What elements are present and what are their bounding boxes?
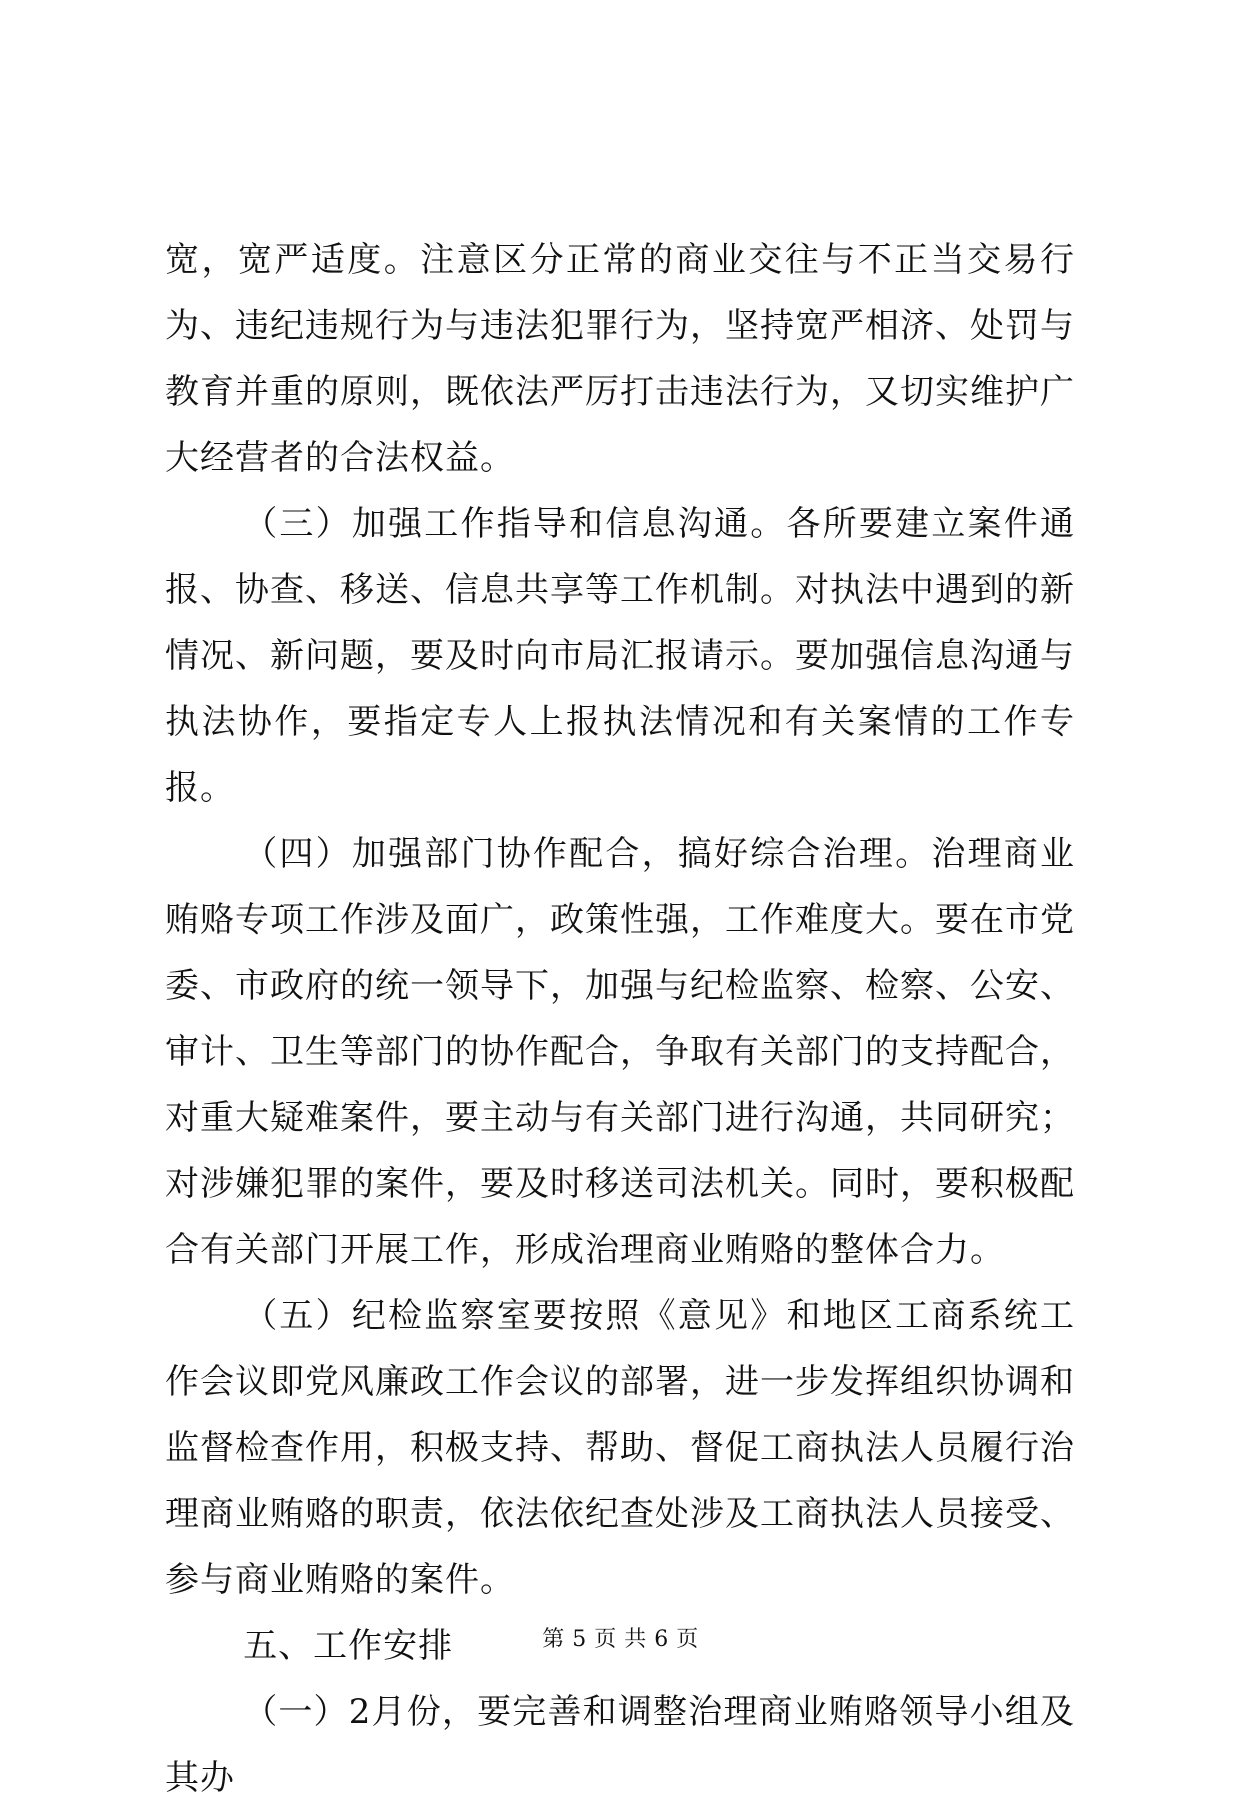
- paragraph-arrangement-1: （一）2月份，要完善和调整治理商业贿赂领导小组及其办: [165, 1692, 1075, 1798]
- paragraph-section-4: （四）加强部门协作配合，搞好综合治理。治理商业贿赂专项工作涉及面广，政策性强，工作难度大。要在市党委、市政府的统一领导下，加强与纪检监察、检察、公安、审计、卫生等部门的协作配合，争取有关部门的支持配合，对重大疑难案件，要主动与有关部门进行沟通，共同研究；对涉嫌犯罪的案件，要及时移送司法机关。同时，要积极配合有关部门开展工作，形成治理商业贿赂的整体合力。: [165, 834, 1075, 1270]
- page-number-footer: 第 5 页 共 6 页: [542, 1627, 699, 1652]
- paragraph-section-3: （三）加强工作指导和信息沟通。各所要建立案件通报、协查、移送、信息共享等工作机制。对执法中遇到的新情况、新问题，要及时向市局汇报请示。要加强信息沟通与执法协作，要指定专人上报执法情况和有关案情的工作专报。: [165, 504, 1075, 808]
- heading-work-arrangement: 五、工作安排: [243, 1626, 454, 1666]
- paragraph-continuation: 宽，宽严适度。注意区分正常的商业交往与不正当交易行为、违纪违规行为与违法犯罪行为，坚持宽严相济、处罚与教育并重的原则，既依法严厉打击违法行为，又切实维护广大经营者的合法权益。: [165, 240, 1075, 478]
- paragraph-section-5: （五）纪检监察室要按照《意见》和地区工商系统工作会议即党风廉政工作会议的部署，进一步发挥组织协调和监督检查作用，积极支持、帮助、督促工商执法人员履行治理商业贿赂的职责，依法依纪查处涉及工商执法人员接受、参与商业贿赂的案件。: [165, 1296, 1075, 1600]
- document-body: [165, 227, 1075, 1811]
